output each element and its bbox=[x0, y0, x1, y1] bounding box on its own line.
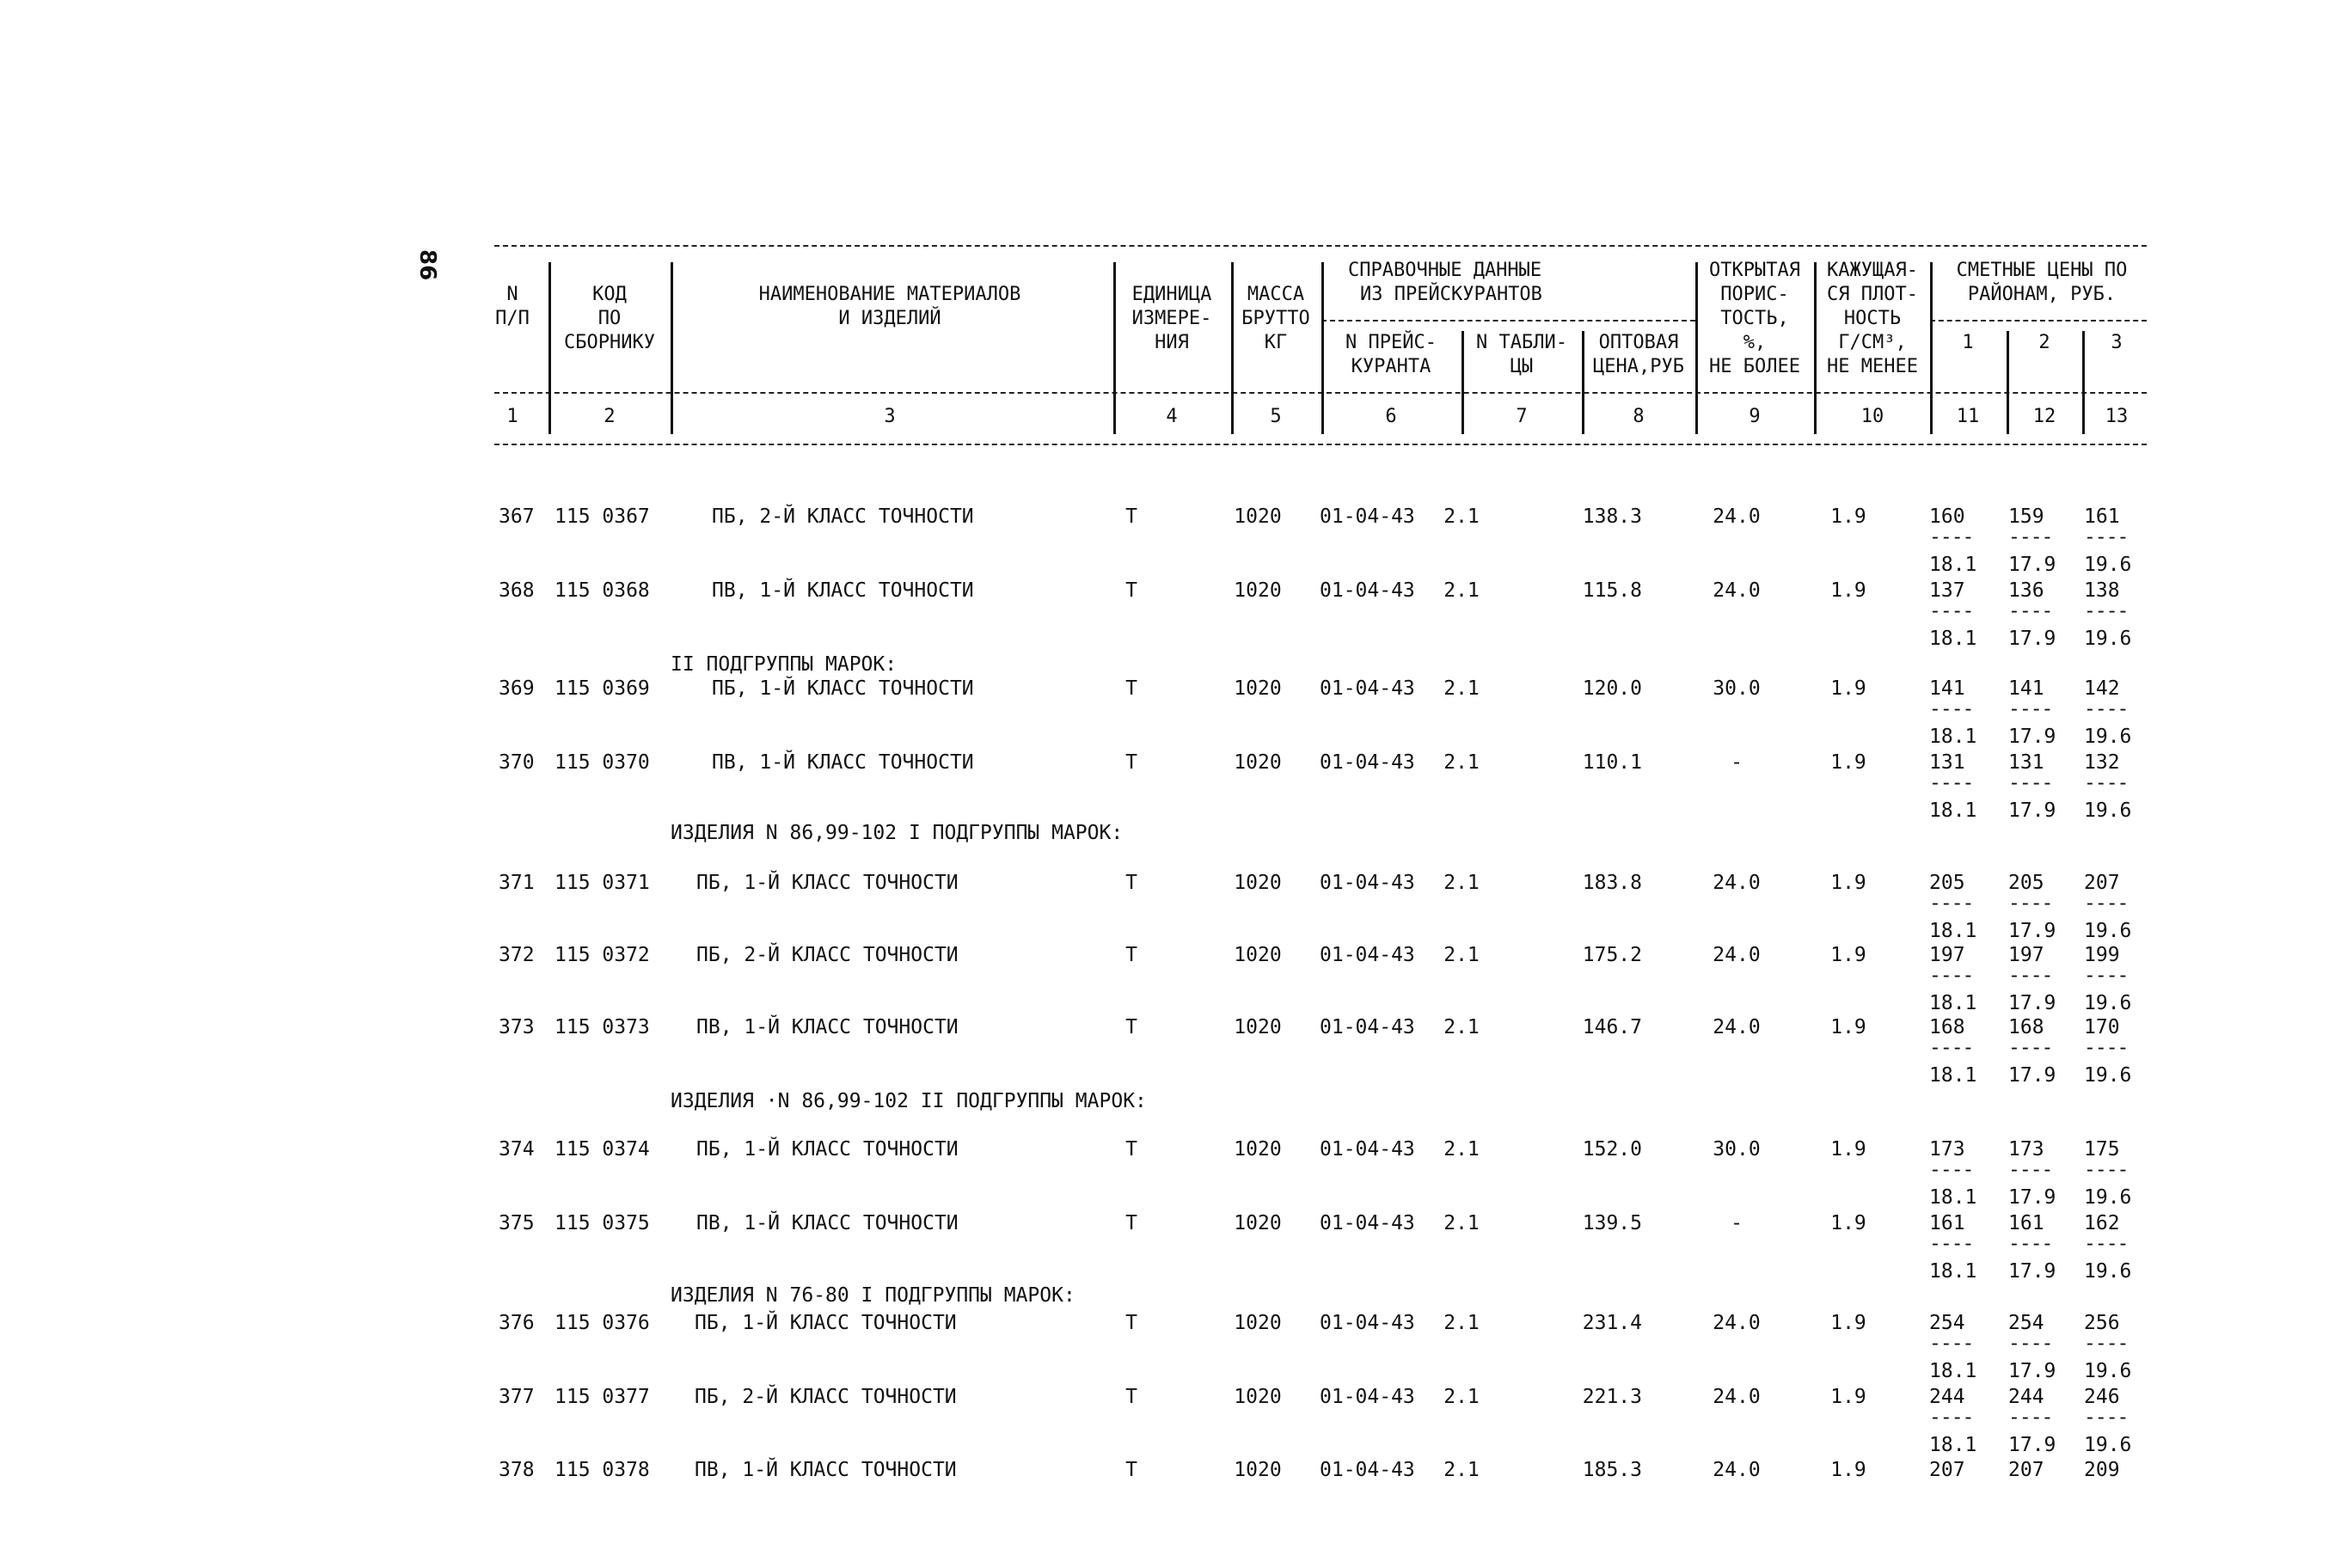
price-separator: ---- bbox=[2084, 1233, 2129, 1255]
hdr-col10-line3: НОСТЬ bbox=[1843, 308, 1902, 329]
cell-table: 2.1 bbox=[1443, 1386, 1480, 1408]
price-separator: ---- bbox=[2008, 1037, 2053, 1059]
cell-coefficient-1: 18.1 bbox=[1929, 799, 1977, 822]
cell-coefficient-1: 18.1 bbox=[1929, 554, 1977, 576]
col-number-11: 11 bbox=[1956, 406, 1980, 427]
cell-n: 377 bbox=[499, 1386, 535, 1408]
cell-p3: 170 bbox=[2084, 1016, 2120, 1038]
hdr-col1-line2: П/П bbox=[495, 308, 530, 329]
cell-table: 2.1 bbox=[1443, 505, 1480, 528]
cell-porosity: - bbox=[1731, 751, 1743, 774]
cell-name: ПБ, 1-Й КЛАСС ТОЧНОСТИ bbox=[696, 872, 959, 894]
price-separator: ---- bbox=[2084, 892, 2129, 915]
cell-table: 2.1 bbox=[1443, 579, 1480, 602]
hdr-col5-line2: БРУТТО bbox=[1241, 308, 1310, 329]
cell-wholesale: 146.7 bbox=[1582, 1016, 1642, 1038]
cell-mass: 1020 bbox=[1234, 1138, 1282, 1161]
hdr-col6-line1: N ПРЕЙС- bbox=[1345, 332, 1437, 353]
cell-name: ПБ, 1-Й КЛАСС ТОЧНОСТИ bbox=[695, 1312, 957, 1334]
hdr-col2-line1: КОД bbox=[592, 284, 627, 305]
cell-density: 1.9 bbox=[1830, 1459, 1866, 1481]
col-divider bbox=[1695, 262, 1698, 434]
col-number-3: 3 bbox=[884, 406, 896, 427]
cell-name: ПВ, 1-Й КЛАСС ТОЧНОСТИ bbox=[696, 1016, 959, 1038]
cell-unit: Т bbox=[1125, 872, 1137, 894]
cell-name: ПБ, 2-Й КЛАСС ТОЧНОСТИ bbox=[695, 1386, 957, 1408]
price-separator: ---- bbox=[2008, 772, 2053, 794]
cell-coefficient-3: 19.6 bbox=[2084, 992, 2132, 1014]
price-separator: ---- bbox=[1929, 1332, 1974, 1355]
price-separator: ---- bbox=[1929, 600, 1974, 622]
cell-price-list: 01-04-43 bbox=[1320, 1312, 1415, 1334]
cell-mass: 1020 bbox=[1234, 579, 1282, 602]
cell-price-list: 01-04-43 bbox=[1320, 579, 1415, 602]
price-separator: ---- bbox=[2008, 698, 2053, 720]
cell-wholesale: 175.2 bbox=[1582, 944, 1642, 966]
cell-coefficient-3: 19.6 bbox=[2084, 799, 2132, 822]
cell-coefficient-2: 17.9 bbox=[2008, 726, 2056, 748]
header-top-rule bbox=[494, 245, 2147, 247]
cell-mass: 1020 bbox=[1234, 1459, 1282, 1481]
cell-coefficient-3: 19.6 bbox=[2084, 726, 2132, 748]
cell-price-list: 01-04-43 bbox=[1320, 505, 1415, 528]
cell-coefficient-2: 17.9 bbox=[2008, 554, 2056, 576]
price-separator: ---- bbox=[2084, 965, 2129, 987]
cell-mass: 1020 bbox=[1234, 505, 1282, 528]
cell-p1: 244 bbox=[1929, 1386, 1965, 1408]
cell-price-list: 01-04-43 bbox=[1320, 1138, 1415, 1161]
cell-price-list: 01-04-43 bbox=[1320, 1016, 1415, 1038]
cell-table: 2.1 bbox=[1443, 751, 1480, 774]
cell-density: 1.9 bbox=[1830, 505, 1866, 528]
hdr-col13: 3 bbox=[2111, 332, 2123, 353]
cell-mass: 1020 bbox=[1234, 751, 1282, 774]
cell-table: 2.1 bbox=[1443, 1138, 1480, 1161]
cell-coefficient-2: 17.9 bbox=[2008, 1064, 2056, 1087]
price-separator: ---- bbox=[2008, 526, 2053, 548]
cell-density: 1.9 bbox=[1830, 1138, 1866, 1161]
col-number-13: 13 bbox=[2105, 406, 2129, 427]
price-separator: ---- bbox=[2008, 1159, 2053, 1181]
col-divider bbox=[1462, 331, 1464, 434]
cell-p2: 207 bbox=[2008, 1459, 2044, 1481]
col-number-12: 12 bbox=[2032, 406, 2056, 427]
cell-n: 373 bbox=[499, 1016, 535, 1038]
ref-group-rule bbox=[1321, 320, 1695, 322]
price-separator: ---- bbox=[1929, 772, 1974, 794]
cell-mass: 1020 bbox=[1234, 1016, 1282, 1038]
cell-unit: Т bbox=[1125, 579, 1137, 602]
cell-p2: 254 bbox=[2008, 1312, 2044, 1334]
cell-n: 378 bbox=[499, 1459, 535, 1481]
cell-wholesale: 115.8 bbox=[1582, 579, 1642, 602]
hdr-col6-line2: КУРАНТА bbox=[1351, 356, 1431, 377]
cell-coefficient-3: 19.6 bbox=[2084, 1186, 2132, 1209]
cell-coefficient-3: 19.6 bbox=[2084, 1260, 2132, 1283]
price-separator: ---- bbox=[1929, 1406, 1974, 1429]
price-separator: ---- bbox=[2084, 1037, 2129, 1059]
col-number-9: 9 bbox=[1749, 406, 1761, 427]
cell-density: 1.9 bbox=[1830, 872, 1866, 894]
price-separator: ---- bbox=[1929, 1037, 1974, 1059]
col-divider bbox=[2007, 331, 2009, 434]
cell-coefficient-3: 19.6 bbox=[2084, 554, 2132, 576]
cell-p1: 207 bbox=[1929, 1459, 1965, 1481]
cell-n: 374 bbox=[499, 1138, 535, 1161]
cell-code: 115 0371 bbox=[555, 872, 650, 894]
cell-p1: 254 bbox=[1929, 1312, 1965, 1334]
cell-p1: 160 bbox=[1929, 505, 1965, 528]
cell-unit: Т bbox=[1125, 751, 1137, 774]
hdr-col9-line1: ОТКРЫТАЯ bbox=[1709, 260, 1800, 281]
cell-coefficient-1: 18.1 bbox=[1929, 1064, 1977, 1087]
cell-wholesale: 110.1 bbox=[1582, 751, 1642, 774]
col-divider bbox=[2082, 331, 2085, 434]
col-number-1: 1 bbox=[506, 406, 518, 427]
cell-code: 115 0375 bbox=[555, 1212, 650, 1234]
cell-n: 367 bbox=[499, 505, 535, 528]
cell-coefficient-2: 17.9 bbox=[2008, 992, 2056, 1014]
price-separator: ---- bbox=[1929, 965, 1974, 987]
cell-table: 2.1 bbox=[1443, 1312, 1480, 1334]
col-divider bbox=[671, 262, 673, 434]
cell-p3: 209 bbox=[2084, 1459, 2120, 1481]
hdr-col8-line2: ЦЕНА,РУБ bbox=[1593, 356, 1684, 377]
price-separator: ---- bbox=[2008, 1406, 2053, 1429]
cell-coefficient-3: 19.6 bbox=[2084, 920, 2132, 942]
cell-name: ПБ, 1-Й КЛАСС ТОЧНОСТИ bbox=[712, 677, 974, 700]
col-number-4: 4 bbox=[1166, 406, 1178, 427]
cell-p2: 197 bbox=[2008, 944, 2044, 966]
cell-coefficient-1: 18.1 bbox=[1929, 1186, 1977, 1209]
cell-coefficient-2: 17.9 bbox=[2008, 1360, 2056, 1382]
hdr-price-group-line1: СМЕТНЫЕ ЦЕНЫ ПО bbox=[1956, 260, 2128, 281]
hdr-col2-line2: ПО bbox=[597, 308, 622, 329]
price-separator: ---- bbox=[2008, 1233, 2053, 1255]
cell-coefficient-2: 17.9 bbox=[2008, 920, 2056, 942]
cell-wholesale: 183.8 bbox=[1582, 872, 1642, 894]
hdr-col9-line2: ПОРИС- bbox=[1720, 284, 1789, 305]
cell-name: ПБ, 1-Й КЛАСС ТОЧНОСТИ bbox=[696, 1138, 959, 1161]
header-bottom-rule bbox=[494, 444, 2147, 445]
cell-wholesale: 138.3 bbox=[1582, 505, 1642, 528]
cell-density: 1.9 bbox=[1830, 1312, 1866, 1334]
cell-p1: 141 bbox=[1929, 677, 1965, 700]
cell-code: 115 0376 bbox=[555, 1312, 650, 1334]
section-heading: ИЗДЕЛИЯ ·N 86,99-102 II ПОДГРУППЫ МАРОК: bbox=[671, 1090, 1147, 1112]
cell-porosity: 24.0 bbox=[1713, 1312, 1761, 1334]
section-heading: ИЗДЕЛИЯ N 86,99-102 I ПОДГРУППЫ МАРОК: bbox=[671, 822, 1124, 844]
hdr-col10-line2: СЯ ПЛОТ- bbox=[1827, 284, 1918, 305]
hdr-col10-line1: КАЖУЩАЯ- bbox=[1827, 260, 1918, 281]
price-separator: ---- bbox=[2084, 698, 2129, 720]
cell-p3: 199 bbox=[2084, 944, 2120, 966]
cell-density: 1.9 bbox=[1830, 677, 1866, 700]
cell-p3: 256 bbox=[2084, 1312, 2120, 1334]
price-separator: ---- bbox=[1929, 892, 1974, 915]
cell-wholesale: 120.0 bbox=[1582, 677, 1642, 700]
cell-p2: 168 bbox=[2008, 1016, 2044, 1038]
cell-n: 369 bbox=[499, 677, 535, 700]
cell-coefficient-1: 18.1 bbox=[1929, 920, 1977, 942]
cell-code: 115 0378 bbox=[555, 1459, 650, 1481]
cell-density: 1.9 bbox=[1830, 1016, 1866, 1038]
cell-porosity: 24.0 bbox=[1713, 1459, 1761, 1481]
cell-porosity: 24.0 bbox=[1713, 505, 1761, 528]
price-separator: ---- bbox=[2008, 1332, 2053, 1355]
cell-mass: 1020 bbox=[1234, 677, 1282, 700]
cell-unit: Т bbox=[1125, 677, 1137, 700]
cell-p2: 205 bbox=[2008, 872, 2044, 894]
cell-p2: 159 bbox=[2008, 505, 2044, 528]
cell-porosity: 24.0 bbox=[1713, 872, 1761, 894]
cell-n: 375 bbox=[499, 1212, 535, 1234]
col-divider bbox=[1231, 262, 1234, 434]
cell-coefficient-2: 17.9 bbox=[2008, 628, 2056, 650]
hdr-price-group-line2: РАЙОНАМ, РУБ. bbox=[1967, 284, 2117, 305]
price-separator: ---- bbox=[2084, 1406, 2129, 1429]
cell-p1: 137 bbox=[1929, 579, 1965, 602]
hdr-col1-line1: N bbox=[506, 284, 518, 305]
cell-wholesale: 152.0 bbox=[1582, 1138, 1642, 1161]
cell-p3: 138 bbox=[2084, 579, 2120, 602]
cell-wholesale: 185.3 bbox=[1582, 1459, 1642, 1481]
cell-wholesale: 139.5 bbox=[1582, 1212, 1642, 1234]
cell-coefficient-3: 19.6 bbox=[2084, 1360, 2132, 1382]
cell-n: 370 bbox=[499, 751, 535, 774]
price-separator: ---- bbox=[1929, 698, 1974, 720]
price-separator: ---- bbox=[2084, 772, 2129, 794]
col-number-5: 5 bbox=[1270, 406, 1282, 427]
cell-code: 115 0372 bbox=[555, 944, 650, 966]
hdr-col4-line2: ИЗМЕРЕ- bbox=[1131, 308, 1212, 329]
cell-p2: 141 bbox=[2008, 677, 2044, 700]
cell-coefficient-3: 19.6 bbox=[2084, 1434, 2132, 1456]
cell-name: ПВ, 1-Й КЛАСС ТОЧНОСТИ bbox=[712, 751, 974, 774]
hdr-col3-line1: НАИМЕНОВАНИЕ МАТЕРИАЛОВ bbox=[758, 284, 1021, 305]
cell-coefficient-2: 17.9 bbox=[2008, 1260, 2056, 1283]
cell-code: 115 0367 bbox=[555, 505, 650, 528]
cell-table: 2.1 bbox=[1443, 944, 1480, 966]
price-separator: ---- bbox=[2084, 600, 2129, 622]
price-separator: ---- bbox=[2084, 1332, 2129, 1355]
price-separator: ---- bbox=[2084, 1159, 2129, 1181]
hdr-col10-line5: НЕ МЕНЕЕ bbox=[1827, 356, 1918, 377]
cell-coefficient-1: 18.1 bbox=[1929, 992, 1977, 1014]
cell-price-list: 01-04-43 bbox=[1320, 677, 1415, 700]
cell-table: 2.1 bbox=[1443, 872, 1480, 894]
hdr-col2-line3: СБОРНИКУ bbox=[564, 332, 655, 353]
cell-wholesale: 231.4 bbox=[1582, 1312, 1642, 1334]
hdr-col5-line3: КГ bbox=[1264, 332, 1288, 353]
cell-density: 1.9 bbox=[1830, 944, 1866, 966]
cell-table: 2.1 bbox=[1443, 1016, 1480, 1038]
cell-price-list: 01-04-43 bbox=[1320, 751, 1415, 774]
cell-p2: 131 bbox=[2008, 751, 2044, 774]
cell-coefficient-1: 18.1 bbox=[1929, 726, 1977, 748]
price-group-rule bbox=[1930, 320, 2147, 322]
price-separator: ---- bbox=[2008, 600, 2053, 622]
cell-unit: Т bbox=[1125, 1312, 1137, 1334]
hdr-col7-line1: N ТАБЛИ- bbox=[1476, 332, 1567, 353]
cell-p2: 136 bbox=[2008, 579, 2044, 602]
cell-unit: Т bbox=[1125, 944, 1137, 966]
cell-density: 1.9 bbox=[1830, 1386, 1866, 1408]
cell-unit: Т bbox=[1125, 505, 1137, 528]
hdr-col7-line2: ЦЫ bbox=[1510, 356, 1534, 377]
cell-coefficient-3: 19.6 bbox=[2084, 1064, 2132, 1087]
cell-p3: 207 bbox=[2084, 872, 2120, 894]
col-divider bbox=[1814, 262, 1817, 434]
col-divider bbox=[1582, 331, 1584, 434]
col-divider bbox=[548, 262, 551, 434]
cell-p1: 205 bbox=[1929, 872, 1965, 894]
cell-code: 115 0374 bbox=[555, 1138, 650, 1161]
cell-name: ПБ, 2-Й КЛАСС ТОЧНОСТИ bbox=[696, 944, 959, 966]
cell-porosity: 30.0 bbox=[1713, 1138, 1761, 1161]
cell-wholesale: 221.3 bbox=[1582, 1386, 1642, 1408]
hdr-col9-line3: ТОСТЬ, bbox=[1720, 308, 1789, 329]
cell-coefficient-1: 18.1 bbox=[1929, 1260, 1977, 1283]
hdr-ref-group-line2: ИЗ ПРЕЙСКУРАНТОВ bbox=[1360, 284, 1542, 305]
cell-coefficient-2: 17.9 bbox=[2008, 1186, 2056, 1209]
cell-p1: 131 bbox=[1929, 751, 1965, 774]
cell-unit: Т bbox=[1125, 1016, 1137, 1038]
cell-p2: 244 bbox=[2008, 1386, 2044, 1408]
cell-code: 115 0373 bbox=[555, 1016, 650, 1038]
hdr-col10-line4: Г/СМ³, bbox=[1838, 332, 1907, 353]
price-separator: ---- bbox=[1929, 1159, 1974, 1181]
cell-p3: 161 bbox=[2084, 505, 2120, 528]
cell-density: 1.9 bbox=[1830, 579, 1866, 602]
header-number-rule bbox=[494, 392, 2147, 394]
cell-mass: 1020 bbox=[1234, 944, 1282, 966]
cell-porosity: 24.0 bbox=[1713, 1386, 1761, 1408]
cell-p1: 197 bbox=[1929, 944, 1965, 966]
cell-price-list: 01-04-43 bbox=[1320, 944, 1415, 966]
cell-p3: 132 bbox=[2084, 751, 2120, 774]
cell-p2: 161 bbox=[2008, 1212, 2044, 1234]
cell-p3: 142 bbox=[2084, 677, 2120, 700]
cell-p1: 173 bbox=[1929, 1138, 1965, 1161]
cell-n: 371 bbox=[499, 872, 535, 894]
cell-p2: 173 bbox=[2008, 1138, 2044, 1161]
cell-unit: Т bbox=[1125, 1212, 1137, 1234]
cell-porosity: - bbox=[1731, 1212, 1743, 1234]
col-number-6: 6 bbox=[1385, 406, 1397, 427]
cell-name: ПВ, 1-Й КЛАСС ТОЧНОСТИ bbox=[712, 579, 974, 602]
cell-porosity: 30.0 bbox=[1713, 677, 1761, 700]
cell-code: 115 0377 bbox=[555, 1386, 650, 1408]
cell-coefficient-1: 18.1 bbox=[1929, 1360, 1977, 1382]
price-separator: ---- bbox=[1929, 526, 1974, 548]
cell-p3: 162 bbox=[2084, 1212, 2120, 1234]
cell-table: 2.1 bbox=[1443, 1459, 1480, 1481]
cell-p3: 175 bbox=[2084, 1138, 2120, 1161]
hdr-col12: 2 bbox=[2038, 332, 2050, 353]
hdr-col11: 1 bbox=[1962, 332, 1974, 353]
cell-name: ПБ, 2-Й КЛАСС ТОЧНОСТИ bbox=[712, 505, 974, 528]
col-number-10: 10 bbox=[1860, 406, 1884, 427]
hdr-col3-line2: И ИЗДЕЛИЙ bbox=[838, 308, 941, 329]
cell-unit: Т bbox=[1125, 1386, 1137, 1408]
cell-p1: 168 bbox=[1929, 1016, 1965, 1038]
cell-price-list: 01-04-43 bbox=[1320, 1386, 1415, 1408]
cell-n: 376 bbox=[499, 1312, 535, 1334]
cell-mass: 1020 bbox=[1234, 1312, 1282, 1334]
price-separator: ---- bbox=[2008, 965, 2053, 987]
price-separator: ---- bbox=[1929, 1233, 1974, 1255]
cell-density: 1.9 bbox=[1830, 1212, 1866, 1234]
cell-coefficient-3: 19.6 bbox=[2084, 628, 2132, 650]
cell-table: 2.1 bbox=[1443, 1212, 1480, 1234]
col-divider bbox=[1321, 262, 1324, 434]
cell-code: 115 0369 bbox=[555, 677, 650, 700]
section-heading: ИЗДЕЛИЯ N 76-80 I ПОДГРУППЫ МАРОК: bbox=[671, 1284, 1075, 1307]
cell-name: ПВ, 1-Й КЛАСС ТОЧНОСТИ bbox=[695, 1459, 957, 1481]
col-divider bbox=[1930, 262, 1933, 434]
hdr-col4-line3: НИЯ bbox=[1155, 332, 1189, 353]
cell-table: 2.1 bbox=[1443, 677, 1480, 700]
cell-unit: Т bbox=[1125, 1459, 1137, 1481]
price-separator: ---- bbox=[2008, 892, 2053, 915]
cell-mass: 1020 bbox=[1234, 1212, 1282, 1234]
cell-price-list: 01-04-43 bbox=[1320, 872, 1415, 894]
cell-coefficient-2: 17.9 bbox=[2008, 1434, 2056, 1456]
cell-price-list: 01-04-43 bbox=[1320, 1212, 1415, 1234]
cell-name: ПВ, 1-Й КЛАСС ТОЧНОСТИ bbox=[696, 1212, 959, 1234]
cell-mass: 1020 bbox=[1234, 872, 1282, 894]
cell-coefficient-2: 17.9 bbox=[2008, 799, 2056, 822]
cell-code: 115 0370 bbox=[555, 751, 650, 774]
cell-mass: 1020 bbox=[1234, 1386, 1282, 1408]
hdr-col5-line1: МАССА bbox=[1247, 284, 1305, 305]
hdr-col4-line1: ЕДИНИЦА bbox=[1131, 284, 1212, 305]
cell-n: 372 bbox=[499, 944, 535, 966]
col-divider bbox=[1113, 262, 1116, 434]
price-separator: ---- bbox=[2084, 526, 2129, 548]
col-number-7: 7 bbox=[1516, 406, 1528, 427]
cell-n: 368 bbox=[499, 579, 535, 602]
cell-code: 115 0368 bbox=[555, 579, 650, 602]
col-number-8: 8 bbox=[1633, 406, 1645, 427]
cell-unit: Т bbox=[1125, 1138, 1137, 1161]
hdr-ref-group-line1: СПРАВОЧНЫЕ ДАННЫЕ bbox=[1348, 260, 1542, 281]
cell-p3: 246 bbox=[2084, 1386, 2120, 1408]
cell-porosity: 24.0 bbox=[1713, 944, 1761, 966]
cell-price-list: 01-04-43 bbox=[1320, 1459, 1415, 1481]
hdr-col8-line1: ОПТОВАЯ bbox=[1598, 332, 1679, 353]
col-number-2: 2 bbox=[604, 406, 616, 427]
hdr-col9-line4: %, bbox=[1743, 332, 1767, 353]
cell-porosity: 24.0 bbox=[1713, 579, 1761, 602]
page-number: 86 bbox=[414, 249, 440, 281]
cell-p1: 161 bbox=[1929, 1212, 1965, 1234]
hdr-col9-line5: НЕ БОЛЕЕ bbox=[1709, 356, 1800, 377]
cell-porosity: 24.0 bbox=[1713, 1016, 1761, 1038]
cell-density: 1.9 bbox=[1830, 751, 1866, 774]
cell-coefficient-1: 18.1 bbox=[1929, 628, 1977, 650]
cell-coefficient-1: 18.1 bbox=[1929, 1434, 1977, 1456]
section-heading: II ПОДГРУППЫ МАРОК: bbox=[671, 653, 898, 676]
